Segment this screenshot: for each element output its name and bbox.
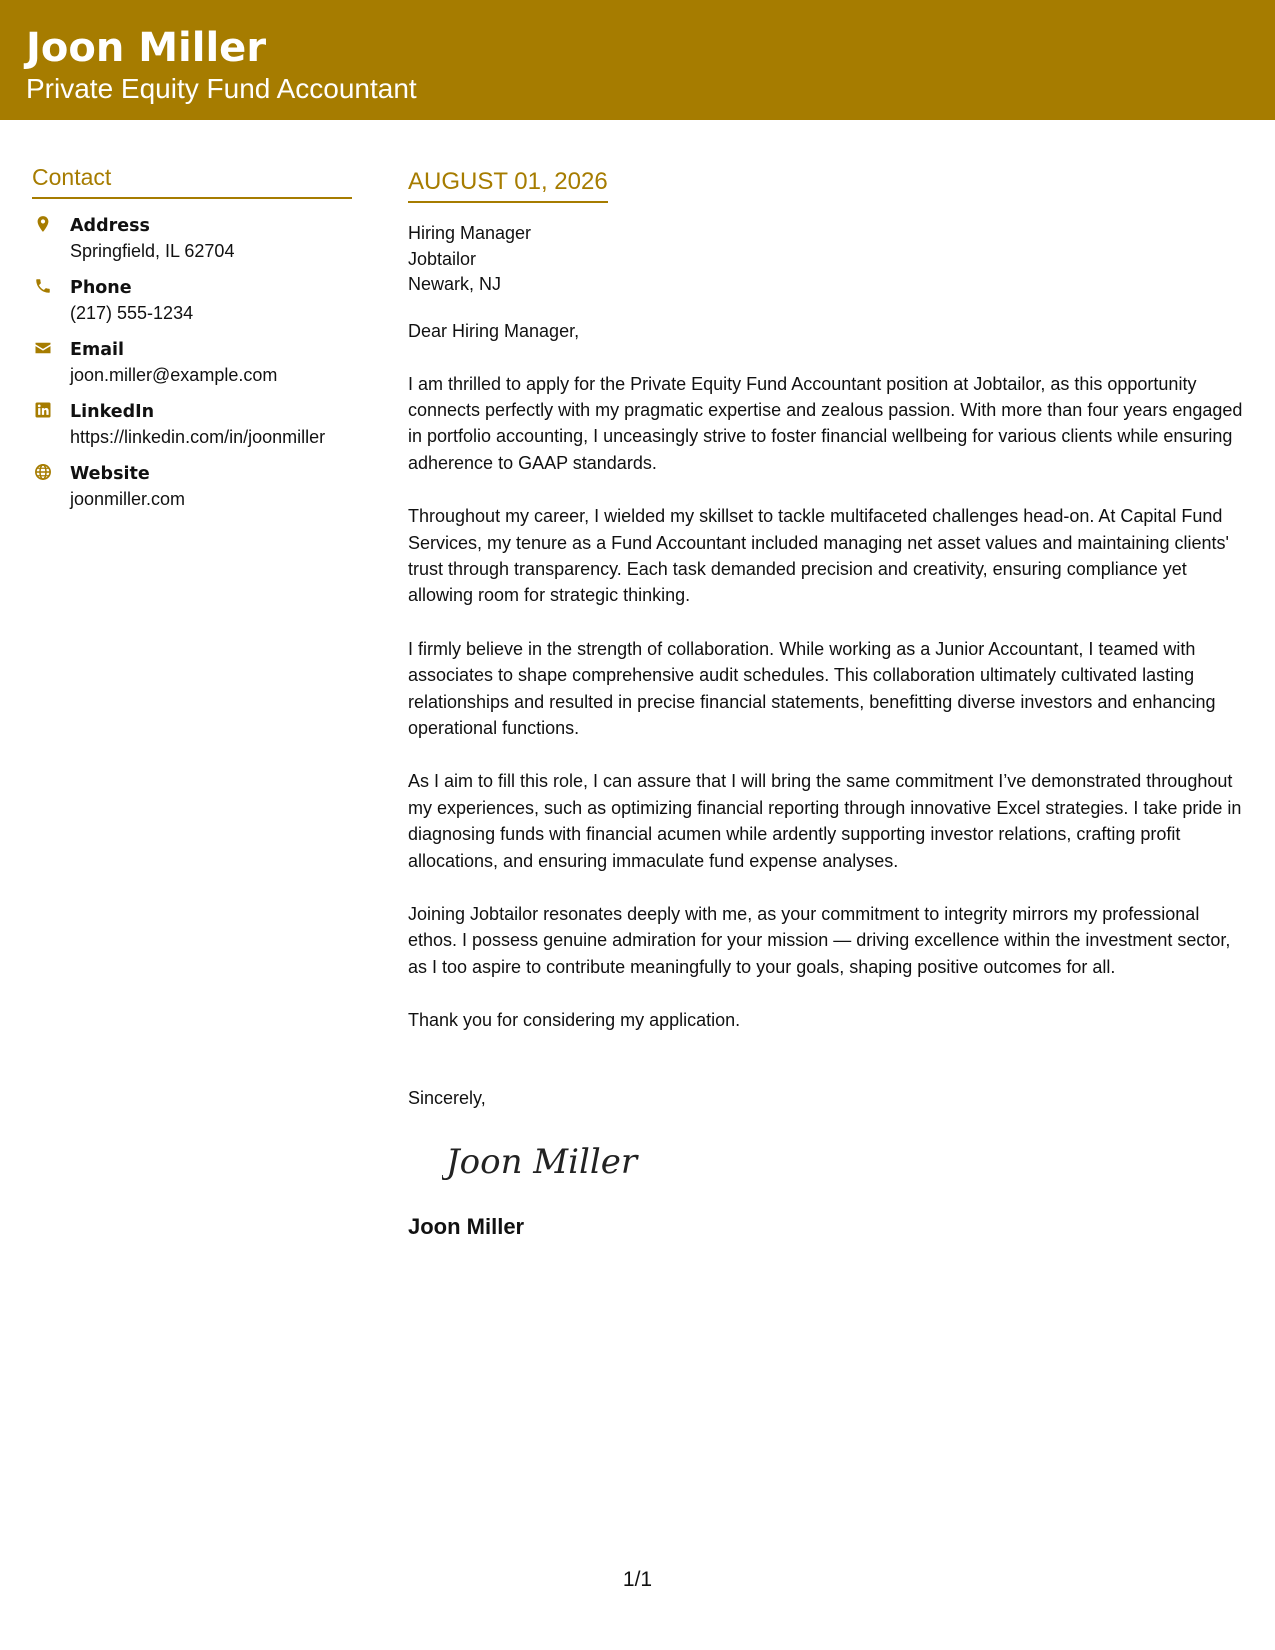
recipient-line: Newark, NJ [408,274,502,294]
contact-sidebar [32,160,352,512]
contact-item-email [32,338,352,388]
paragraph: Throughout my career, I wielded my skillset to tackle multifaceted challenges head-on. At Capital Fund Services, my tenure as a Fund Accountant included managing net asset values and maintaining clients' trust through transparency. Each task demanded precision and creativity, ensuring compliance yet allowing room for strategic thinking. [408,506,1229,606]
linkedin-label: LinkedIn [70,402,155,422]
paragraph: As I aim to fill this role, I can assure that I will bring the same commitment I’ve demonstrated throughout my experiences, such as optimizing financial reporting through innovative Excel strategies. I take pride in diagnosing funds with financial acumen while ardently supporting investor relations, crafting profit allocations, and ensuring immaculate fund expense analyses. [408,771,1242,871]
closing: Sincerely, [408,1087,486,1108]
linkedin-icon [34,401,52,419]
email-label: Email [70,340,124,360]
recipient-line: Jobtailor [408,248,477,269]
contact-item-address [32,214,352,264]
recipient-block [408,221,1250,298]
signature-image [442,1133,652,1189]
paragraph: Thank you for considering my application. [408,1010,741,1031]
paragraph: I am thrilled to apply for the Private Equity Fund Accountant position at Jobtailor, as this opportunity connects perfectly with my pragmatic expertise and zealous passion. With more than four years engaged in portfolio accounting, I unceasingly strive to foster financial wellbeing for various clients while ensuring adherence to GAAP standards. [408,373,1243,473]
applicant-name: Joon Miller [26,25,267,71]
phone-label: Phone [70,278,132,298]
salutation: Dear Hiring Manager, [408,320,580,341]
signer-name: Joon Miller [408,1213,525,1239]
globe-icon [34,463,52,481]
phone-value: (217) 555-1234 [70,303,194,323]
signature-text: Joon Miller [446,1141,638,1182]
letter-date: AUGUST 01, 2026 [408,166,608,203]
phone-icon [34,277,52,295]
address-label: Address [70,216,150,236]
job-title: Private Equity Fund Accountant [26,73,417,104]
paragraph: I firmly believe in the strength of collaboration. While working as a Junior Accountant, I teamed with associates to shape comprehensive audit schedules. This collaboration ultimately cultivated lasting relationships and resulted in precise financial statements, benefitting diverse investors and enhancing operational functions. [408,638,1216,738]
website-value: joonmiller.com [70,489,186,509]
page-number: 1/1 [622,1568,653,1591]
envelope-icon [34,339,52,357]
map-pin-icon [34,215,52,233]
address-value: Springfield, IL 62704 [70,241,235,261]
recipient-line: Hiring Manager [408,223,532,243]
website-label: Website [70,464,150,484]
email-value: joon.miller@example.com [70,365,278,385]
contact-item-linkedin [32,400,352,450]
contact-item-website [32,462,352,512]
letter-body [408,166,1250,1242]
paragraph: Joining Jobtailor resonates deeply with me, as your commitment to integrity mirrors my professional ethos. I possess genuine admiration for your mission — driving excellence within the investment sector, as I too aspire to contribute meaningfully to your goals, shaping positive outcomes for all. [408,904,1231,977]
header-banner [0,0,1275,120]
linkedin-value: https://linkedin.com/in/joonmiller [70,427,326,447]
contact-item-phone [32,276,352,326]
contact-heading: Contact [32,160,352,199]
